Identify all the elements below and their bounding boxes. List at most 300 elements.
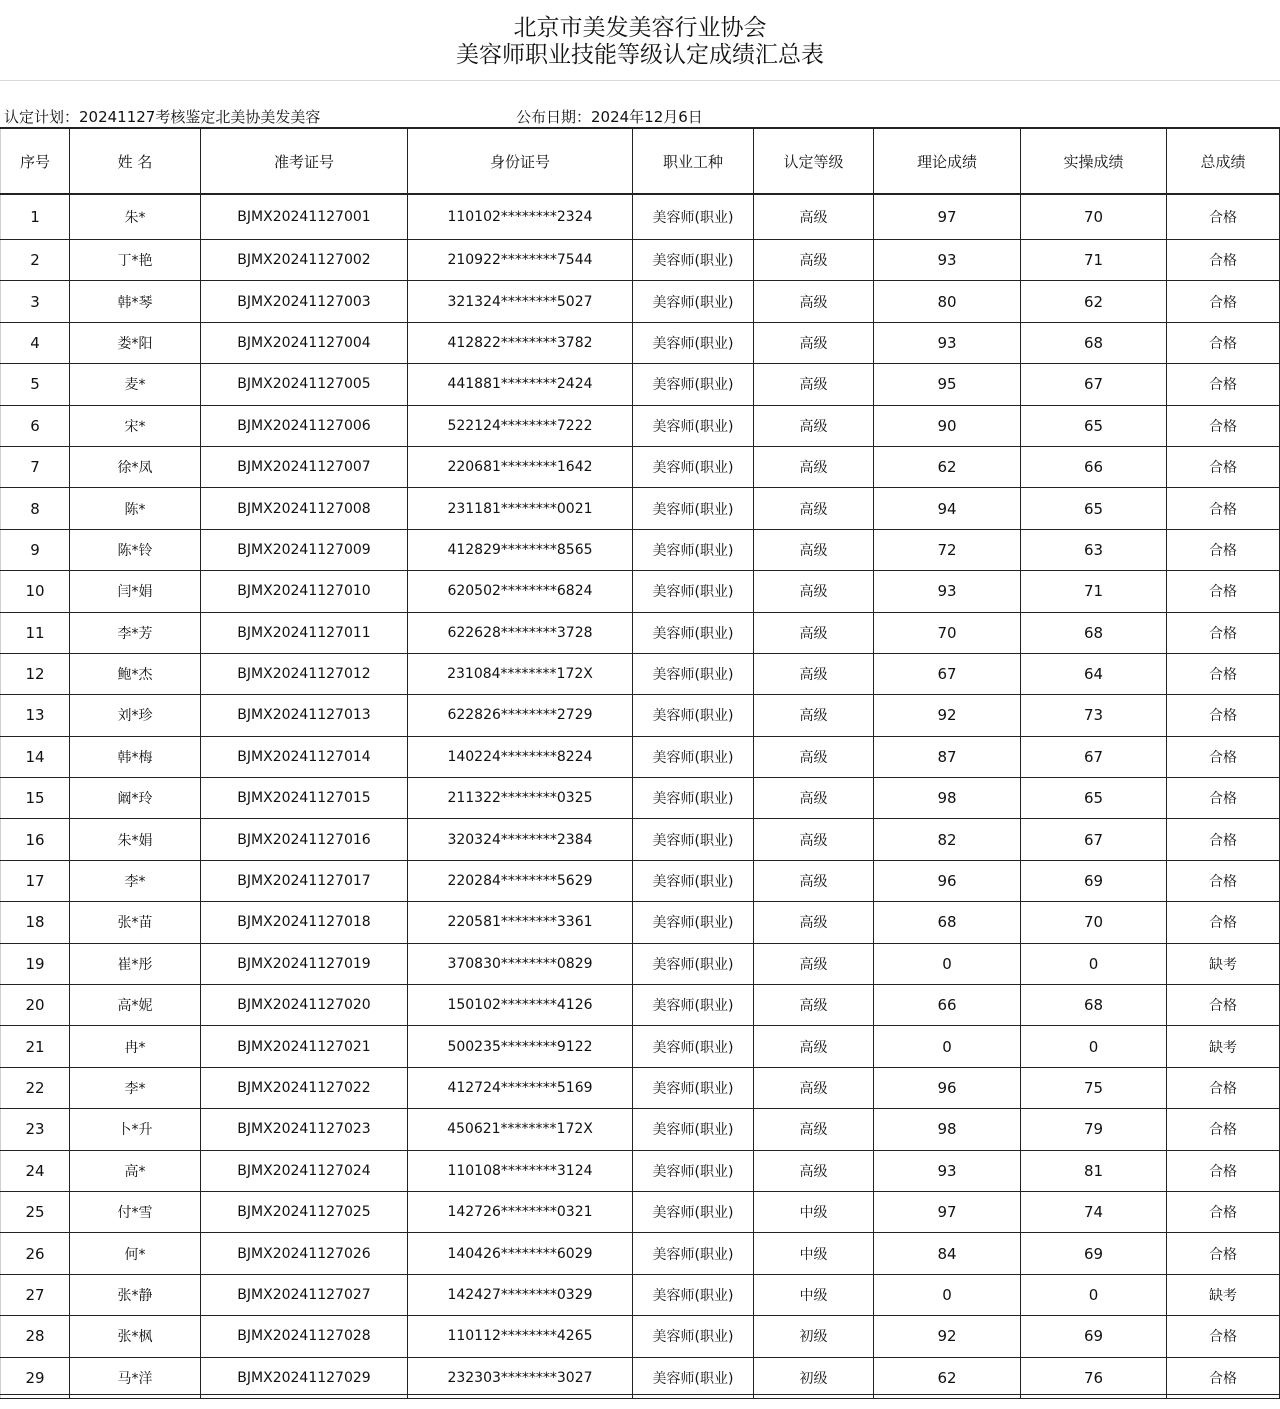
cell-theory-score: 70 bbox=[874, 612, 1021, 653]
cell-id-number: 620502********6824 bbox=[408, 571, 633, 612]
cell-occupation: 美容师(职业) bbox=[633, 529, 754, 570]
cell-occupation: 美容师(职业) bbox=[633, 364, 754, 405]
table-row bbox=[1, 653, 1280, 694]
table-row bbox=[1, 943, 1280, 984]
cell-practical-score: 62 bbox=[1021, 281, 1167, 322]
cell-total: 合格 bbox=[1167, 1109, 1280, 1150]
cell-index: 13 bbox=[1, 695, 70, 736]
table-row bbox=[1, 1026, 1280, 1067]
table-row bbox=[1, 194, 1280, 240]
cell-practical-score: 69 bbox=[1021, 860, 1167, 901]
cell-exam-id: BJMX20241127027 bbox=[201, 1274, 408, 1315]
cell-practical-score: 68 bbox=[1021, 612, 1167, 653]
cell-name: 丁*艳 bbox=[70, 240, 201, 281]
cell-practical-score: 69 bbox=[1021, 1316, 1167, 1357]
cell-practical-score: 66 bbox=[1021, 446, 1167, 487]
cell-exam-id: BJMX20241127022 bbox=[201, 1067, 408, 1108]
table-row bbox=[1, 695, 1280, 736]
cell-occupation: 美容师(职业) bbox=[633, 860, 754, 901]
cell-total: 合格 bbox=[1167, 985, 1280, 1026]
cell-occupation: 美容师(职业) bbox=[633, 1109, 754, 1150]
cell-total: 合格 bbox=[1167, 1067, 1280, 1108]
cell-index: 4 bbox=[1, 322, 70, 363]
cell-occupation: 美容师(职业) bbox=[633, 902, 754, 943]
cell-level: 中级 bbox=[754, 1274, 874, 1315]
cell-occupation: 美容师(职业) bbox=[633, 985, 754, 1026]
cell-index: 28 bbox=[1, 1316, 70, 1357]
cell-total: 合格 bbox=[1167, 902, 1280, 943]
cell-total: 合格 bbox=[1167, 819, 1280, 860]
table-row bbox=[1, 1191, 1280, 1232]
cell-occupation: 美容师(职业) bbox=[633, 736, 754, 777]
cell-total: 合格 bbox=[1167, 1150, 1280, 1191]
cell-name: 鲍*杰 bbox=[70, 653, 201, 694]
col-header-exam-id: 准考证号 bbox=[201, 128, 408, 194]
cell-exam-id: BJMX20241127008 bbox=[201, 488, 408, 529]
cell-occupation: 美容师(职业) bbox=[633, 194, 754, 240]
cell-exam-id: BJMX20241127019 bbox=[201, 943, 408, 984]
cell-theory-score: 95 bbox=[874, 364, 1021, 405]
cell-exam-id: BJMX20241127024 bbox=[201, 1150, 408, 1191]
cell-level: 高级 bbox=[754, 778, 874, 819]
cell-practical-score: 71 bbox=[1021, 571, 1167, 612]
cell-level: 高级 bbox=[754, 322, 874, 363]
cell-name: 陈*铃 bbox=[70, 529, 201, 570]
cell-total: 合格 bbox=[1167, 778, 1280, 819]
cell-level: 高级 bbox=[754, 364, 874, 405]
cell-level: 高级 bbox=[754, 985, 874, 1026]
table-row bbox=[1, 240, 1280, 281]
cell-total: 合格 bbox=[1167, 240, 1280, 281]
meta-row bbox=[0, 104, 1280, 128]
cell-exam-id: BJMX20241127025 bbox=[201, 1191, 408, 1232]
table-row bbox=[1, 1150, 1280, 1191]
cell-practical-score: 63 bbox=[1021, 529, 1167, 570]
cell-index: 29 bbox=[1, 1357, 70, 1398]
table-row bbox=[1, 1233, 1280, 1274]
cell-practical-score: 67 bbox=[1021, 819, 1167, 860]
cell-level: 高级 bbox=[754, 860, 874, 901]
cell-total: 合格 bbox=[1167, 1316, 1280, 1357]
cell-total: 合格 bbox=[1167, 860, 1280, 901]
cell-practical-score: 64 bbox=[1021, 653, 1167, 694]
cell-index: 8 bbox=[1, 488, 70, 529]
cell-occupation: 美容师(职业) bbox=[633, 1067, 754, 1108]
cell-index: 15 bbox=[1, 778, 70, 819]
table-row bbox=[1, 322, 1280, 363]
cell-exam-id: BJMX20241127016 bbox=[201, 819, 408, 860]
cell-theory-score: 66 bbox=[874, 985, 1021, 1026]
cell-practical-score: 65 bbox=[1021, 405, 1167, 446]
cell-index: 20 bbox=[1, 985, 70, 1026]
cell-exam-id: BJMX20241127005 bbox=[201, 364, 408, 405]
cell-total: 合格 bbox=[1167, 405, 1280, 446]
cell-index: 21 bbox=[1, 1026, 70, 1067]
cell-index: 11 bbox=[1, 612, 70, 653]
cell-total: 合格 bbox=[1167, 695, 1280, 736]
cell-occupation: 美容师(职业) bbox=[633, 943, 754, 984]
table-row bbox=[1, 281, 1280, 322]
cell-theory-score: 93 bbox=[874, 240, 1021, 281]
cell-index: 25 bbox=[1, 1191, 70, 1232]
cell-index: 19 bbox=[1, 943, 70, 984]
cell-practical-score: 65 bbox=[1021, 778, 1167, 819]
cell-practical-score: 73 bbox=[1021, 695, 1167, 736]
publish-date: 公布日期：2024年12月6日 bbox=[516, 108, 703, 126]
cell-exam-id: BJMX20241127001 bbox=[201, 194, 408, 240]
cell-total: 合格 bbox=[1167, 281, 1280, 322]
cell-level: 初级 bbox=[754, 1357, 874, 1398]
table-row bbox=[1, 778, 1280, 819]
cell-level: 高级 bbox=[754, 571, 874, 612]
cell-id-number: 320324********2384 bbox=[408, 819, 633, 860]
document-title-block bbox=[0, 0, 1280, 81]
table-row bbox=[1, 488, 1280, 529]
table-row bbox=[1, 612, 1280, 653]
cell-theory-score: 97 bbox=[874, 1191, 1021, 1232]
col-header-practical-score: 实操成绩 bbox=[1021, 128, 1167, 194]
col-header-name: 姓 名 bbox=[70, 128, 201, 194]
cell-id-number: 150102********4126 bbox=[408, 985, 633, 1026]
cell-total: 合格 bbox=[1167, 488, 1280, 529]
table-row bbox=[1, 819, 1280, 860]
cell-practical-score: 0 bbox=[1021, 1026, 1167, 1067]
cell-practical-score: 0 bbox=[1021, 1274, 1167, 1315]
cell-level: 高级 bbox=[754, 1109, 874, 1150]
cell-id-number: 321324********5027 bbox=[408, 281, 633, 322]
cell-index: 26 bbox=[1, 1233, 70, 1274]
cell-index: 7 bbox=[1, 446, 70, 487]
cell-name: 李*芳 bbox=[70, 612, 201, 653]
cell-occupation: 美容师(职业) bbox=[633, 1357, 754, 1398]
cell-level: 初级 bbox=[754, 1316, 874, 1357]
cell-index: 27 bbox=[1, 1274, 70, 1315]
certification-plan: 认定计划：20241127考核鉴定北美协美发美容 bbox=[4, 108, 321, 126]
table-body bbox=[1, 194, 1280, 1398]
cell-name: 付*雪 bbox=[70, 1191, 201, 1232]
cell-practical-score: 68 bbox=[1021, 322, 1167, 363]
cell-index: 22 bbox=[1, 1067, 70, 1108]
cell-name: 崔*彤 bbox=[70, 943, 201, 984]
cell-level: 中级 bbox=[754, 1191, 874, 1232]
cell-id-number: 220581********3361 bbox=[408, 902, 633, 943]
cell-level: 高级 bbox=[754, 653, 874, 694]
cell-exam-id: BJMX20241127004 bbox=[201, 322, 408, 363]
cell-id-number: 110108********3124 bbox=[408, 1150, 633, 1191]
cell-occupation: 美容师(职业) bbox=[633, 240, 754, 281]
cell-id-number: 412822********3782 bbox=[408, 322, 633, 363]
cell-theory-score: 84 bbox=[874, 1233, 1021, 1274]
cell-total: 合格 bbox=[1167, 736, 1280, 777]
cell-name: 徐*凤 bbox=[70, 446, 201, 487]
cell-name: 何* bbox=[70, 1233, 201, 1274]
cell-theory-score: 0 bbox=[874, 1274, 1021, 1315]
cell-practical-score: 81 bbox=[1021, 1150, 1167, 1191]
cell-exam-id: BJMX20241127013 bbox=[201, 695, 408, 736]
cell-level: 中级 bbox=[754, 1233, 874, 1274]
cell-theory-score: 0 bbox=[874, 1026, 1021, 1067]
cell-name: 刘*珍 bbox=[70, 695, 201, 736]
table-row bbox=[1, 860, 1280, 901]
cell-occupation: 美容师(职业) bbox=[633, 695, 754, 736]
col-header-id-number: 身份证号 bbox=[408, 128, 633, 194]
cell-exam-id: BJMX20241127006 bbox=[201, 405, 408, 446]
cell-exam-id: BJMX20241127014 bbox=[201, 736, 408, 777]
cell-total: 合格 bbox=[1167, 529, 1280, 570]
cell-id-number: 142726********0321 bbox=[408, 1191, 633, 1232]
cell-index: 6 bbox=[1, 405, 70, 446]
col-header-occupation: 职业工种 bbox=[633, 128, 754, 194]
cell-exam-id: BJMX20241127010 bbox=[201, 571, 408, 612]
cell-theory-score: 92 bbox=[874, 1316, 1021, 1357]
cell-theory-score: 68 bbox=[874, 902, 1021, 943]
cell-index: 2 bbox=[1, 240, 70, 281]
cell-total: 合格 bbox=[1167, 653, 1280, 694]
cell-theory-score: 93 bbox=[874, 571, 1021, 612]
cell-name: 陈* bbox=[70, 488, 201, 529]
col-header-theory-score: 理论成绩 bbox=[874, 128, 1021, 194]
cell-name: 闫*娟 bbox=[70, 571, 201, 612]
cell-total: 缺考 bbox=[1167, 1026, 1280, 1067]
cell-practical-score: 68 bbox=[1021, 985, 1167, 1026]
cell-index: 10 bbox=[1, 571, 70, 612]
cell-practical-score: 67 bbox=[1021, 364, 1167, 405]
cell-exam-id: BJMX20241127029 bbox=[201, 1357, 408, 1398]
cell-id-number: 220284********5629 bbox=[408, 860, 633, 901]
cell-practical-score: 75 bbox=[1021, 1067, 1167, 1108]
table-row bbox=[1, 364, 1280, 405]
cell-total: 合格 bbox=[1167, 612, 1280, 653]
col-header-total: 总成绩 bbox=[1167, 128, 1280, 194]
cell-level: 高级 bbox=[754, 529, 874, 570]
cell-index: 3 bbox=[1, 281, 70, 322]
cell-exam-id: BJMX20241127012 bbox=[201, 653, 408, 694]
cell-level: 高级 bbox=[754, 240, 874, 281]
cell-practical-score: 67 bbox=[1021, 736, 1167, 777]
cell-exam-id: BJMX20241127017 bbox=[201, 860, 408, 901]
document-title: 美容师职业技能等级认定成绩汇总表 bbox=[456, 42, 824, 68]
cell-id-number: 500235********9122 bbox=[408, 1026, 633, 1067]
table-row bbox=[1, 985, 1280, 1026]
cell-occupation: 美容师(职业) bbox=[633, 1233, 754, 1274]
cell-practical-score: 74 bbox=[1021, 1191, 1167, 1232]
cell-practical-score: 0 bbox=[1021, 943, 1167, 984]
cell-index: 24 bbox=[1, 1150, 70, 1191]
cell-theory-score: 92 bbox=[874, 695, 1021, 736]
cell-occupation: 美容师(职业) bbox=[633, 1274, 754, 1315]
cell-index: 23 bbox=[1, 1109, 70, 1150]
cell-id-number: 622628********3728 bbox=[408, 612, 633, 653]
cell-theory-score: 96 bbox=[874, 860, 1021, 901]
cell-total: 合格 bbox=[1167, 1191, 1280, 1232]
cell-id-number: 110102********2324 bbox=[408, 194, 633, 240]
cell-theory-score: 62 bbox=[874, 446, 1021, 487]
cell-name: 朱*娟 bbox=[70, 819, 201, 860]
cell-id-number: 522124********7222 bbox=[408, 405, 633, 446]
cell-name: 麦* bbox=[70, 364, 201, 405]
cell-occupation: 美容师(职业) bbox=[633, 405, 754, 446]
table-row bbox=[1, 1274, 1280, 1315]
cell-practical-score: 70 bbox=[1021, 194, 1167, 240]
table-bottom-border bbox=[0, 1394, 1280, 1409]
cell-occupation: 美容师(职业) bbox=[633, 488, 754, 529]
cell-level: 高级 bbox=[754, 446, 874, 487]
cell-exam-id: BJMX20241127015 bbox=[201, 778, 408, 819]
cell-name: 张*静 bbox=[70, 1274, 201, 1315]
cell-total: 合格 bbox=[1167, 322, 1280, 363]
cell-id-number: 412724********5169 bbox=[408, 1067, 633, 1108]
cell-name: 韩*梅 bbox=[70, 736, 201, 777]
cell-level: 高级 bbox=[754, 1026, 874, 1067]
cell-theory-score: 93 bbox=[874, 322, 1021, 363]
cell-index: 1 bbox=[1, 194, 70, 240]
cell-exam-id: BJMX20241127028 bbox=[201, 1316, 408, 1357]
cell-id-number: 450621********172X bbox=[408, 1109, 633, 1150]
cell-name: 冉* bbox=[70, 1026, 201, 1067]
cell-id-number: 142427********0329 bbox=[408, 1274, 633, 1315]
cell-theory-score: 98 bbox=[874, 1109, 1021, 1150]
document-title-org: 北京市美发美容行业协会 bbox=[513, 15, 767, 41]
cell-level: 高级 bbox=[754, 902, 874, 943]
table-header-row bbox=[1, 128, 1280, 194]
cell-level: 高级 bbox=[754, 819, 874, 860]
cell-level: 高级 bbox=[754, 1150, 874, 1191]
cell-level: 高级 bbox=[754, 1067, 874, 1108]
table-row bbox=[1, 902, 1280, 943]
cell-total: 合格 bbox=[1167, 446, 1280, 487]
cell-id-number: 412829********8565 bbox=[408, 529, 633, 570]
cell-name: 韩*琴 bbox=[70, 281, 201, 322]
cell-practical-score: 70 bbox=[1021, 902, 1167, 943]
cell-exam-id: BJMX20241127002 bbox=[201, 240, 408, 281]
cell-index: 12 bbox=[1, 653, 70, 694]
cell-occupation: 美容师(职业) bbox=[633, 281, 754, 322]
cell-occupation: 美容师(职业) bbox=[633, 1191, 754, 1232]
cell-total: 缺考 bbox=[1167, 1274, 1280, 1315]
cell-level: 高级 bbox=[754, 736, 874, 777]
cell-id-number: 370830********0829 bbox=[408, 943, 633, 984]
cell-total: 缺考 bbox=[1167, 943, 1280, 984]
cell-level: 高级 bbox=[754, 612, 874, 653]
cell-practical-score: 76 bbox=[1021, 1357, 1167, 1398]
cell-total: 合格 bbox=[1167, 1357, 1280, 1398]
cell-occupation: 美容师(职业) bbox=[633, 612, 754, 653]
cell-theory-score: 0 bbox=[874, 943, 1021, 984]
cell-theory-score: 97 bbox=[874, 194, 1021, 240]
cell-theory-score: 87 bbox=[874, 736, 1021, 777]
cell-theory-score: 67 bbox=[874, 653, 1021, 694]
cell-practical-score: 65 bbox=[1021, 488, 1167, 529]
cell-id-number: 140426********6029 bbox=[408, 1233, 633, 1274]
cell-id-number: 110112********4265 bbox=[408, 1316, 633, 1357]
cell-name: 高* bbox=[70, 1150, 201, 1191]
cell-id-number: 622826********2729 bbox=[408, 695, 633, 736]
table-row bbox=[1, 405, 1280, 446]
table-row bbox=[1, 446, 1280, 487]
cell-name: 朱* bbox=[70, 194, 201, 240]
cell-exam-id: BJMX20241127023 bbox=[201, 1109, 408, 1150]
cell-index: 9 bbox=[1, 529, 70, 570]
cell-practical-score: 79 bbox=[1021, 1109, 1167, 1150]
cell-theory-score: 72 bbox=[874, 529, 1021, 570]
cell-id-number: 211322********0325 bbox=[408, 778, 633, 819]
cell-occupation: 美容师(职业) bbox=[633, 446, 754, 487]
cell-theory-score: 82 bbox=[874, 819, 1021, 860]
cell-name: 李* bbox=[70, 860, 201, 901]
cell-practical-score: 69 bbox=[1021, 1233, 1167, 1274]
cell-exam-id: BJMX20241127021 bbox=[201, 1026, 408, 1067]
table-row bbox=[1, 1109, 1280, 1150]
cell-exam-id: BJMX20241127009 bbox=[201, 529, 408, 570]
cell-occupation: 美容师(职业) bbox=[633, 819, 754, 860]
cell-exam-id: BJMX20241127007 bbox=[201, 446, 408, 487]
cell-occupation: 美容师(职业) bbox=[633, 1316, 754, 1357]
table-row bbox=[1, 571, 1280, 612]
cell-level: 高级 bbox=[754, 194, 874, 240]
cell-occupation: 美容师(职业) bbox=[633, 1026, 754, 1067]
cell-total: 合格 bbox=[1167, 571, 1280, 612]
cell-level: 高级 bbox=[754, 695, 874, 736]
cell-exam-id: BJMX20241127011 bbox=[201, 612, 408, 653]
cell-total: 合格 bbox=[1167, 364, 1280, 405]
cell-index: 16 bbox=[1, 819, 70, 860]
cell-theory-score: 96 bbox=[874, 1067, 1021, 1108]
cell-theory-score: 93 bbox=[874, 1150, 1021, 1191]
cell-name: 马*洋 bbox=[70, 1357, 201, 1398]
cell-index: 5 bbox=[1, 364, 70, 405]
col-header-index: 序号 bbox=[1, 128, 70, 194]
cell-exam-id: BJMX20241127003 bbox=[201, 281, 408, 322]
cell-name: 宋* bbox=[70, 405, 201, 446]
cell-theory-score: 98 bbox=[874, 778, 1021, 819]
table-row bbox=[1, 529, 1280, 570]
cell-name: 娄*阳 bbox=[70, 322, 201, 363]
cell-index: 18 bbox=[1, 902, 70, 943]
cell-occupation: 美容师(职业) bbox=[633, 571, 754, 612]
cell-exam-id: BJMX20241127020 bbox=[201, 985, 408, 1026]
col-header-level: 认定等级 bbox=[754, 128, 874, 194]
cell-id-number: 231181********0021 bbox=[408, 488, 633, 529]
cell-occupation: 美容师(职业) bbox=[633, 322, 754, 363]
cell-theory-score: 90 bbox=[874, 405, 1021, 446]
cell-total: 合格 bbox=[1167, 1233, 1280, 1274]
results-table bbox=[0, 127, 1280, 1399]
cell-theory-score: 94 bbox=[874, 488, 1021, 529]
cell-name: 张*枫 bbox=[70, 1316, 201, 1357]
cell-id-number: 210922********7544 bbox=[408, 240, 633, 281]
cell-name: 卜*升 bbox=[70, 1109, 201, 1150]
cell-level: 高级 bbox=[754, 281, 874, 322]
cell-id-number: 140224********8224 bbox=[408, 736, 633, 777]
table-row bbox=[1, 1357, 1280, 1398]
cell-occupation: 美容师(职业) bbox=[633, 778, 754, 819]
cell-name: 高*妮 bbox=[70, 985, 201, 1026]
cell-occupation: 美容师(职业) bbox=[633, 653, 754, 694]
cell-id-number: 220681********1642 bbox=[408, 446, 633, 487]
cell-total: 合格 bbox=[1167, 194, 1280, 240]
cell-level: 高级 bbox=[754, 488, 874, 529]
cell-id-number: 232303********3027 bbox=[408, 1357, 633, 1398]
cell-occupation: 美容师(职业) bbox=[633, 1150, 754, 1191]
table-row bbox=[1, 736, 1280, 777]
cell-id-number: 231084********172X bbox=[408, 653, 633, 694]
cell-level: 高级 bbox=[754, 405, 874, 446]
cell-theory-score: 80 bbox=[874, 281, 1021, 322]
cell-exam-id: BJMX20241127026 bbox=[201, 1233, 408, 1274]
cell-name: 张*苗 bbox=[70, 902, 201, 943]
table-row bbox=[1, 1067, 1280, 1108]
cell-practical-score: 71 bbox=[1021, 240, 1167, 281]
